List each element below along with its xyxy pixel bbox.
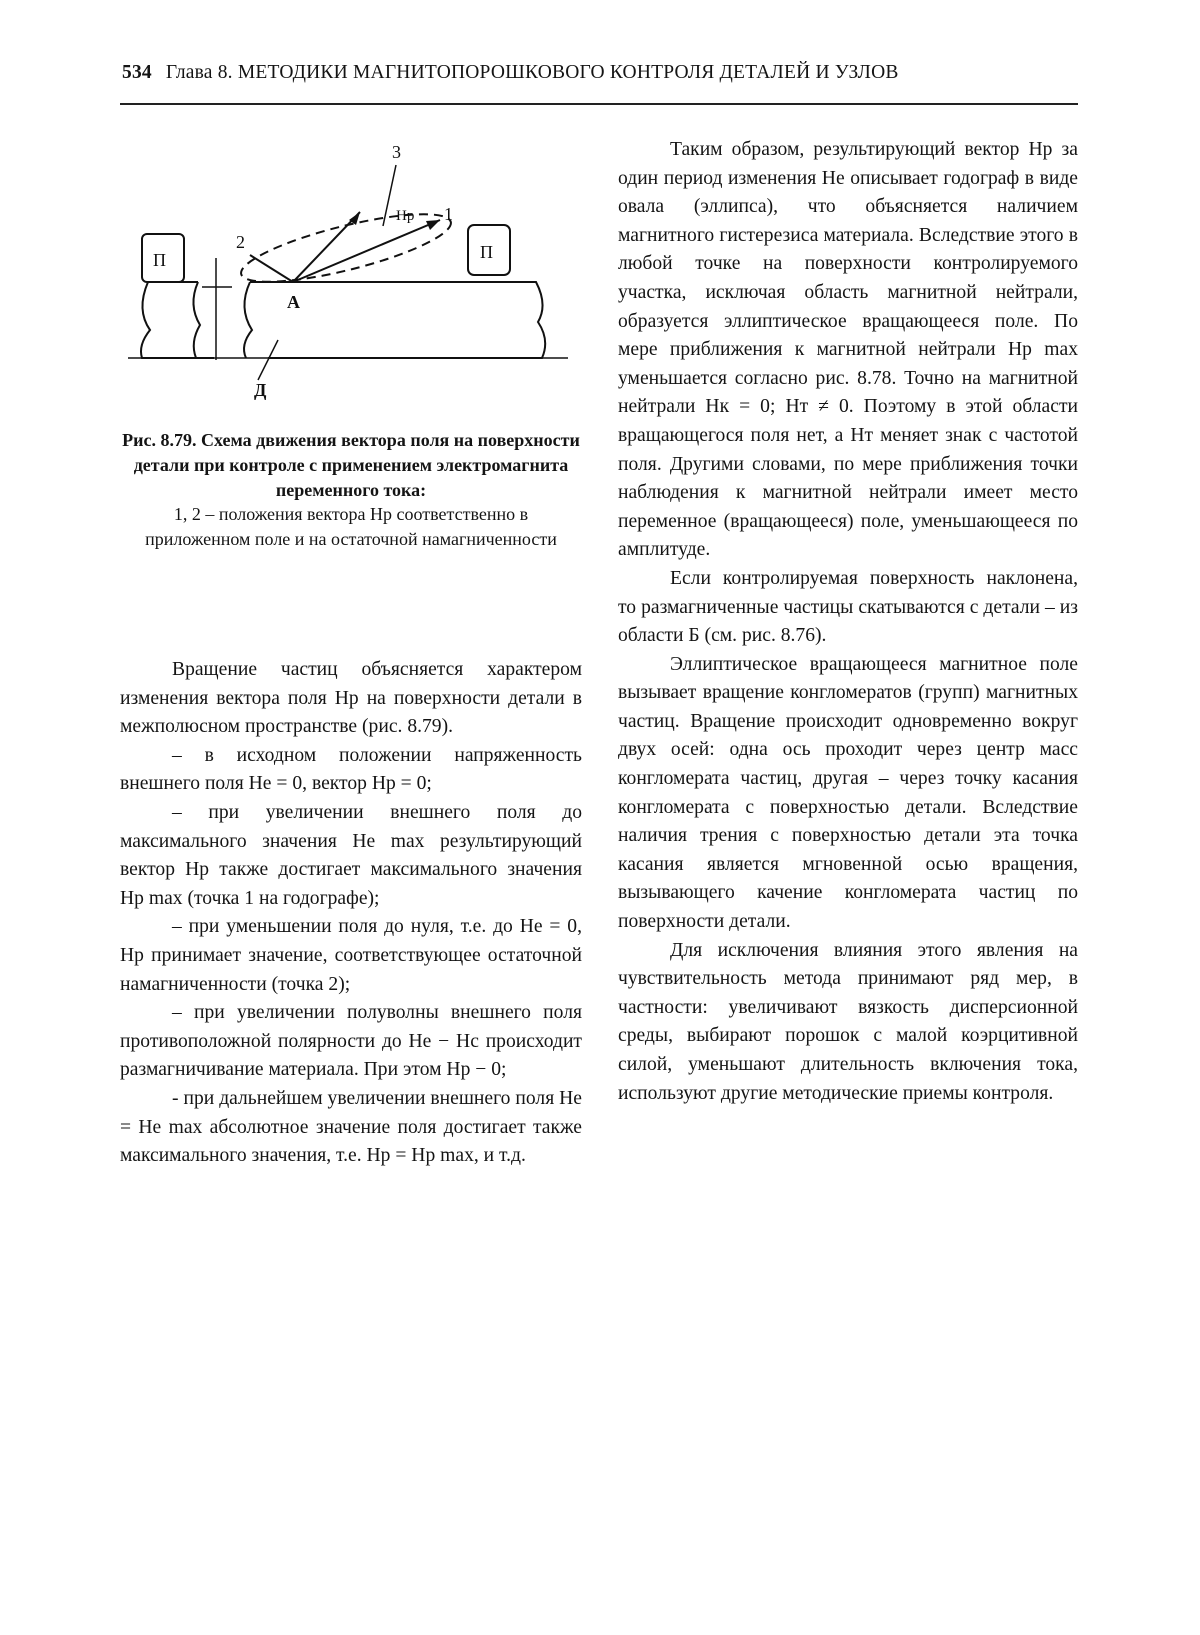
label-1: 1 xyxy=(444,204,453,224)
list-item: – при увеличении внешнего поля до максимального значения He max результирующий вектор Hp также достигает максимального значения Hp max (точка 1 на годографе); xyxy=(120,801,582,909)
paragraph: Для исключения влияния этого явления на чувствительность метода принимают ряд мер, в частности: увеличивают вязкость дисперсионной среды, выбирают порошок с малой коэрцитивной силой, уменьшают длительность включения тока, используют другие методические приемы контроля. xyxy=(618,939,1078,1104)
caption-title: Рис. 8.79. Схема движения вектора поля на поверхности детали при контроле с применением электромагнита переменного тока: xyxy=(122,430,580,500)
right-column xyxy=(618,136,1078,1108)
list-item: - при дальнейшем увеличении внешнего поля He = He max абсолютное значение поля достигает также максимального значения, т.е. Hp = Hp max, и т.д. xyxy=(120,1087,582,1167)
part-left-block xyxy=(141,282,214,358)
vector-2 xyxy=(250,255,293,282)
part-gap-break xyxy=(193,282,252,358)
label-hp: Hp xyxy=(396,208,415,224)
list-item: – в исходном положении напряженность внешнего поля He = 0, вектор Hp = 0; xyxy=(120,744,582,795)
pole-left-label: П xyxy=(153,250,166,270)
vector-1 xyxy=(293,220,440,282)
figure-caption xyxy=(120,428,582,552)
paragraph: Если контролируемая поверхность наклонена, то размагниченные частицы скатываются с детали – из области Б (см. рис. 8.76). xyxy=(618,567,1078,647)
pole-right-label: П xyxy=(480,242,493,262)
vector-hp xyxy=(293,212,360,282)
paragraph: Таким образом, результирующий вектор Hp за один период изменения He описывает годограф в виде овала (эллипса), что объясняется наличием магнитного гистерезиса материала. Вследствие этого в любой точке на поверхности контролируемого участка, исключая область магнитной нейтрали, образуется эллиптическое вращающееся поле. По мере приближения к магнитной нейтрали Hp max уменьшается согласно рис. 8.78. Точно на магнитной нейтрали Hк = 0; Hт ≠ 0. Поэтому в этой области вращающегося поля нет, а Hт меняет знак с частотой поля. Другими словами, по мере приближения точки наблюдения к магнитной нейтрали имеет место переменное (вращающееся) поле, уменьшающееся по амплитуде. xyxy=(618,139,1078,561)
running-header xyxy=(122,62,1078,84)
chapter-title: Глава 8. МЕТОДИКИ МАГНИТОПОРОШКОВОГО КОНТРОЛЯ ДЕТАЛЕЙ И УЗЛОВ xyxy=(165,62,899,83)
label-3: 3 xyxy=(392,142,401,162)
paragraph: Эллиптическое вращающееся магнитное поле вызывает вращение конгломератов (групп) магнитных частиц. Вращение происходит одновременно вокруг двух осей: одна ось проходит через центр масс конгломерата частиц, другая – через точку касания конгломерата с поверхностью детали. Вследствие наличия трения с поверхностью детали эта точка касания является мгновенной осью вращения, вызывающего качение конгломерата частиц по поверхности детали. xyxy=(618,653,1078,933)
page-number: 534 xyxy=(122,62,152,83)
label-2: 2 xyxy=(236,232,245,252)
caption-body: 1, 2 – положения вектора Hp соответственно в приложенном поле и на остаточной намагниченности xyxy=(145,504,557,550)
list-item: – при увеличении полуволны внешнего поля противоположной полярности до He − Hc происходит размагничивание материала. При этом Hp − 0; xyxy=(120,1002,582,1081)
point-a-label: А xyxy=(287,292,300,312)
header-rule xyxy=(120,103,1078,105)
point-d-label: Д xyxy=(254,380,267,400)
list-item: – при уменьшении поля до нуля, т.е. до He = 0, Hp принимает значение, соответствующее остаточной намагниченности (точка 2); xyxy=(120,916,582,995)
paragraph: Вращение частиц объясняется характером изменения вектора поля Hp на поверхности детали в межполюсном пространстве (рис. 8.79). xyxy=(120,659,582,738)
left-column xyxy=(120,656,582,1171)
figure-diagram xyxy=(128,130,568,410)
